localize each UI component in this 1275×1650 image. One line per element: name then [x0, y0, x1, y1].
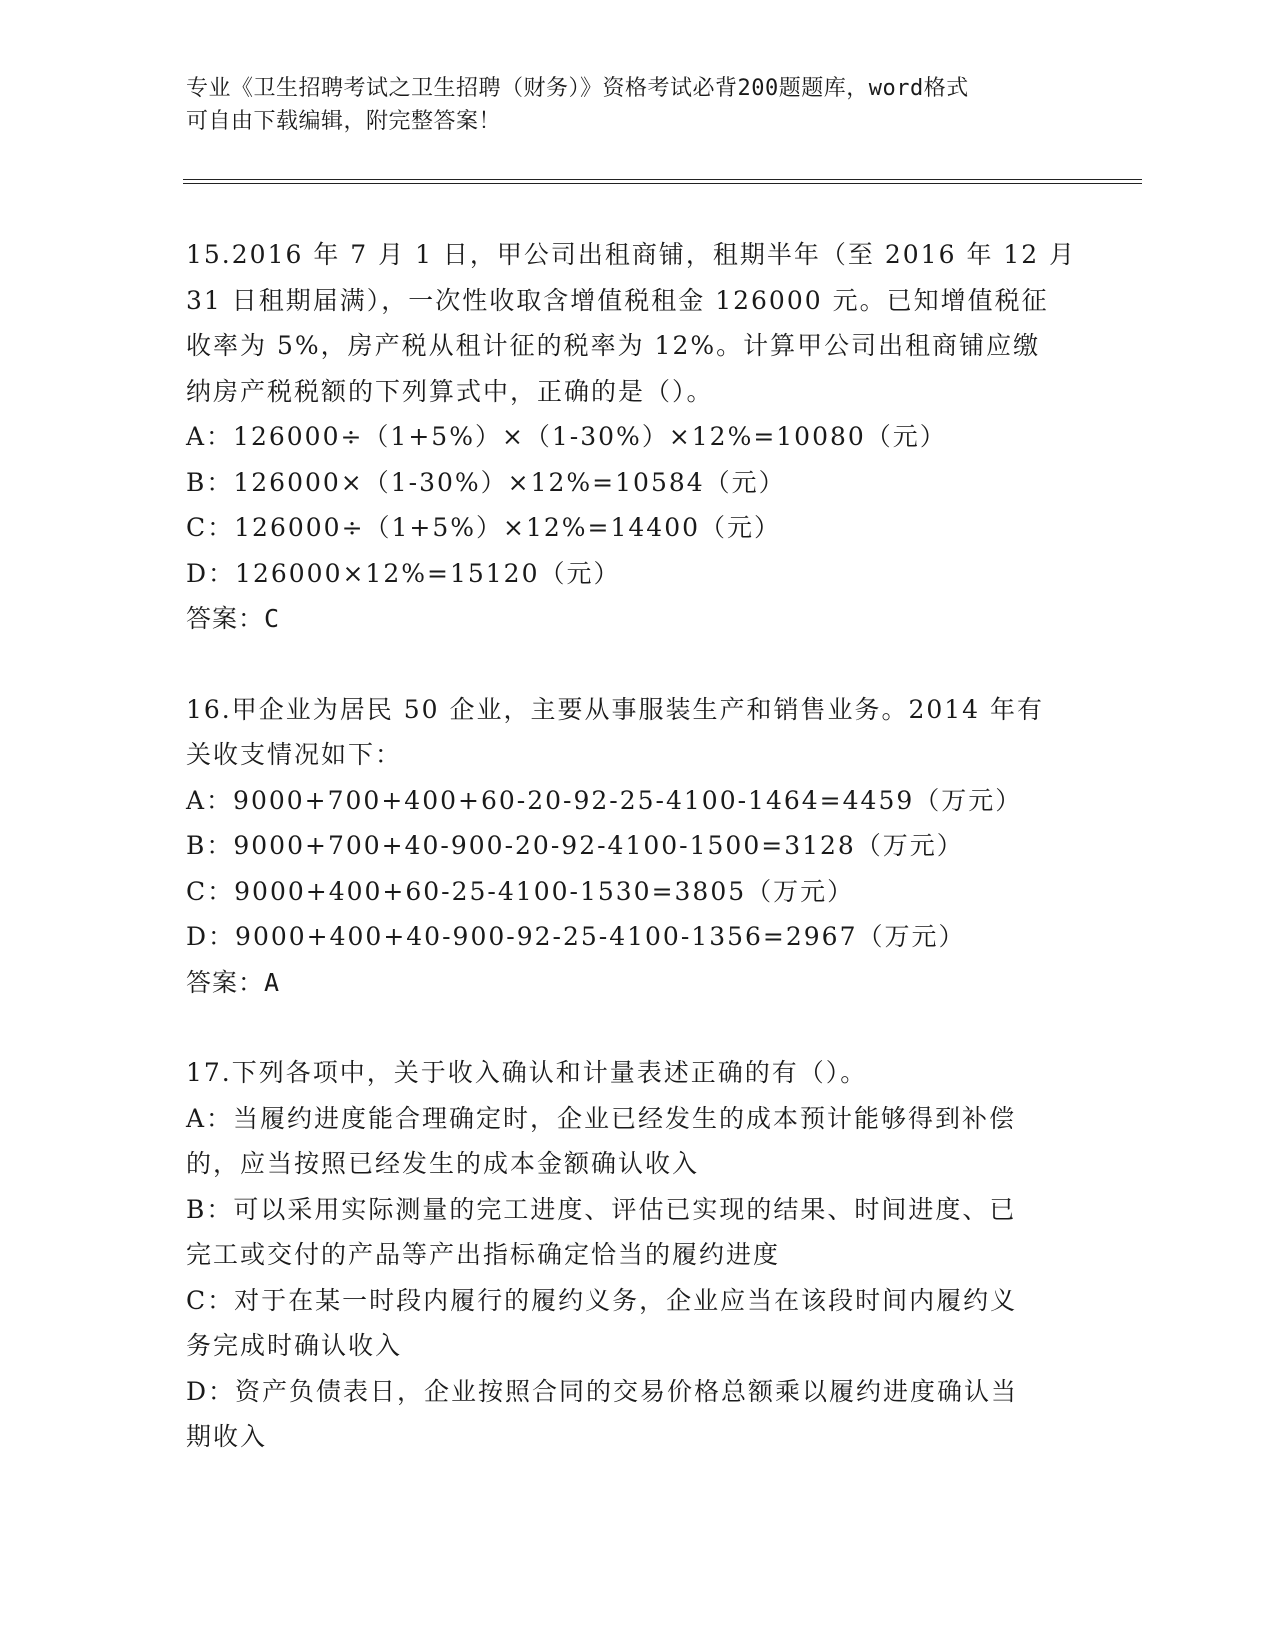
- question-stem-line: 31 日租期届满），一次性收取含增值税租金 126000 元。已知增值税征: [186, 285, 1049, 315]
- header-line-2: 可自由下载编辑，附完整答案！: [186, 109, 502, 134]
- option-b: B：9000+700+40-900-20-92-4100-1500=3128（万元）: [186, 831, 964, 860]
- option-d-line-1: D：资产负债表日，企业按照合同的交易价格总额乘以履约进度确认当: [186, 1376, 1019, 1406]
- question-stem-line: 17.下列各项中，关于收入确认和计量表述正确的有（）。: [186, 1058, 868, 1087]
- question-17: [186, 1050, 1086, 1460]
- option-a: A：9000+700+400+60-20-92-25-4100-1464=4459（万元）: [186, 785, 1023, 815]
- option-c: C：126000÷（1+5%）×12%=14400（元）: [186, 513, 782, 542]
- option-c-line-2: 务完成时确认收入: [186, 1331, 403, 1360]
- question-list: [186, 232, 1086, 1460]
- option-a-line-2: 的，应当按照已经发生的成本金额确认收入: [186, 1149, 700, 1178]
- question-15: [186, 232, 1086, 642]
- question-stem-line: 收率为 5%，房产税从租计征的税率为 12%。计算甲公司出租商铺应缴: [186, 331, 1041, 360]
- option-c: C：9000+400+60-25-4100-1530=3805（万元）: [186, 876, 855, 906]
- question-spacer: [186, 642, 1086, 687]
- document-header: [186, 72, 1066, 138]
- question-stem-line: 纳房产税税额的下列算式中，正确的是（）。: [186, 376, 714, 406]
- header-divider: [183, 179, 1142, 184]
- option-b: B：126000×（1-30%）×12%=10584（元）: [186, 467, 786, 497]
- answer-line: 答案：C: [186, 604, 281, 633]
- question-stem-line: 关收支情况如下：: [186, 740, 403, 769]
- answer-line: 答案：A: [186, 967, 281, 997]
- option-d-line-2: 期收入: [186, 1422, 268, 1451]
- question-stem-line: 16.甲企业为居民 50 企业，主要从事服装生产和销售业务。2014 年有: [186, 694, 1045, 724]
- option-d: D：9000+400+40-900-92-25-4100-1356=2967（万元）: [186, 922, 966, 951]
- question-stem-line: 15.2016 年 7 月 1 日，甲公司出租商铺，租期半年（至 2016 年 12 月: [186, 240, 1077, 269]
- option-b-line-2: 完工或交付的产品等产出指标确定恰当的履约进度: [186, 1240, 781, 1269]
- option-a-line-1: A：当履约进度能合理确定时，企业已经发生的成本预计能够得到补偿: [186, 1103, 1017, 1133]
- option-c-line-1: C：对于在某一时段内履行的履约义务，企业应当在该段时间内履约义: [186, 1285, 1018, 1315]
- option-d: D：126000×12%=15120（元）: [186, 558, 621, 588]
- question-spacer: [186, 1005, 1086, 1050]
- header-line-1: 专业《卫生招聘考试之卫生招聘（财务）》资格考试必背200题题库，word格式: [186, 76, 969, 101]
- question-16: [186, 687, 1086, 1006]
- option-b-line-1: B：可以采用实际测量的完工进度、评估已实现的结果、时间进度、已: [186, 1194, 1017, 1224]
- option-a: A：126000÷（1+5%）×（1-30%）×12%=10080（元）: [186, 422, 947, 451]
